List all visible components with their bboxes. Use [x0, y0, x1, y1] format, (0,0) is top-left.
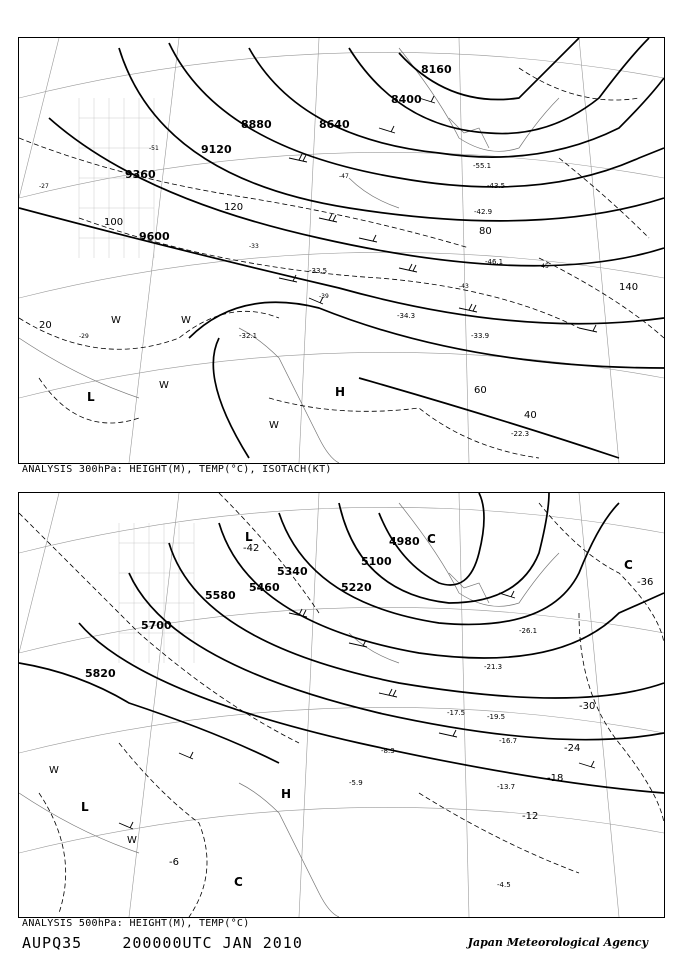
station-value: -22.3: [511, 430, 530, 438]
temp-label-group: [169, 543, 653, 868]
temp-label: -47: [339, 173, 349, 180]
temp-label: -39: [319, 293, 329, 300]
isotach-label-100: 100: [104, 217, 124, 228]
temp-label: -33: [249, 243, 259, 250]
height-label-4980: 4980: [389, 535, 420, 548]
station-value: -21.3: [484, 663, 503, 671]
height-label-5820: 5820: [85, 667, 116, 680]
cold-center: C: [234, 875, 243, 889]
high-pressure-center: H: [335, 385, 346, 399]
caption-300hpa: ANALYSIS 300hPa: HEIGHT(M), TEMP(°C), ISOTACH(KT): [22, 464, 332, 475]
station-value: -19.5: [487, 713, 506, 721]
station-value: -13.7: [497, 783, 516, 791]
temperature-contours: [19, 493, 664, 917]
station-value: -5.9: [349, 779, 363, 787]
isotach-label-40: 40: [524, 410, 537, 421]
temp-label--6: -6: [169, 857, 179, 868]
agency-credit: Japan Meteorological Agency: [467, 936, 648, 949]
westerly-marker: W: [127, 835, 137, 846]
station-value: -33.9: [471, 332, 490, 340]
station-value: -17.5: [447, 709, 466, 717]
height-label-5580: 5580: [205, 589, 236, 602]
height-label-9360: 9360: [125, 168, 156, 181]
temp-label: -27: [39, 183, 49, 190]
station-value: -42.9: [474, 208, 493, 216]
temp-label: -29: [79, 333, 89, 340]
station-value: -26.1: [519, 627, 538, 635]
height-label-5460: 5460: [249, 581, 280, 594]
map-300hpa-svg: [19, 38, 664, 463]
low-pressure-center: L: [87, 390, 95, 404]
temp-label: -51: [149, 145, 159, 152]
temp-label--36: -36: [637, 577, 654, 588]
temp-label--24: -24: [564, 743, 581, 754]
temp-label--42: -42: [243, 543, 260, 554]
station-value: -32.1: [239, 332, 258, 340]
wind-marker-group: [49, 765, 137, 846]
station-value: -8.3: [381, 747, 395, 755]
height-label-5220: 5220: [341, 581, 372, 594]
westerly-marker: W: [269, 420, 279, 431]
isotach-label-80: 80: [479, 226, 492, 237]
height-label-8880: 8880: [241, 118, 272, 131]
station-value: -43.5: [487, 182, 506, 190]
station-value: -33.5: [309, 267, 328, 275]
station-value: -34.3: [397, 312, 416, 320]
isotach-label-20: 20: [39, 320, 52, 331]
analysis-300hpa-map: [18, 37, 665, 464]
low-pressure-center: L: [81, 800, 89, 814]
isotach-label-60: 60: [474, 385, 487, 396]
height-label-5100: 5100: [361, 555, 392, 568]
temp-label: -43: [459, 283, 469, 290]
lat-lon-grid: [19, 38, 664, 463]
station-value: -4.5: [497, 881, 511, 889]
westerly-marker: W: [159, 380, 169, 391]
chart-code: AUPQ35: [22, 934, 83, 952]
westerly-marker: W: [49, 765, 59, 776]
height-label-9120: 9120: [201, 143, 232, 156]
westerly-marker: W: [181, 315, 191, 326]
map-500hpa-svg: [19, 493, 664, 917]
temp-label--12: -12: [522, 811, 539, 822]
caption-500hpa: ANALYSIS 500hPa: HEIGHT(M), TEMP(°C): [22, 918, 250, 929]
height-label-5340: 5340: [277, 565, 308, 578]
chart-identifier: [22, 934, 303, 952]
westerly-marker: W: [111, 315, 121, 326]
valid-time: 200000UTC JAN 2010: [122, 934, 303, 952]
high-pressure-center: H: [281, 787, 292, 801]
temp-label--30: -30: [579, 701, 596, 712]
station-value: -16.7: [499, 737, 518, 745]
terrain-hatch: [119, 523, 194, 663]
low-pressure-center: L: [245, 530, 253, 544]
height-label-8400: 8400: [391, 93, 422, 106]
cold-center: C: [427, 532, 436, 546]
cold-center: C: [624, 558, 633, 572]
isotach-label-120: 120: [224, 202, 244, 213]
station-value-group: [349, 627, 537, 889]
height-label-9600: 9600: [139, 230, 170, 243]
lat-lon-grid: [19, 493, 664, 917]
station-value: -55.1: [473, 162, 492, 170]
station-value: -46.1: [485, 258, 504, 266]
temp-label--18: -18: [547, 773, 564, 784]
height-label-8640: 8640: [319, 118, 350, 131]
isotach-label-140: 140: [619, 282, 639, 293]
height-label-5700: 5700: [141, 619, 172, 632]
temp-label: -45: [539, 263, 549, 270]
height-label-8160: 8160: [421, 63, 452, 76]
analysis-500hpa-map: [18, 492, 665, 918]
